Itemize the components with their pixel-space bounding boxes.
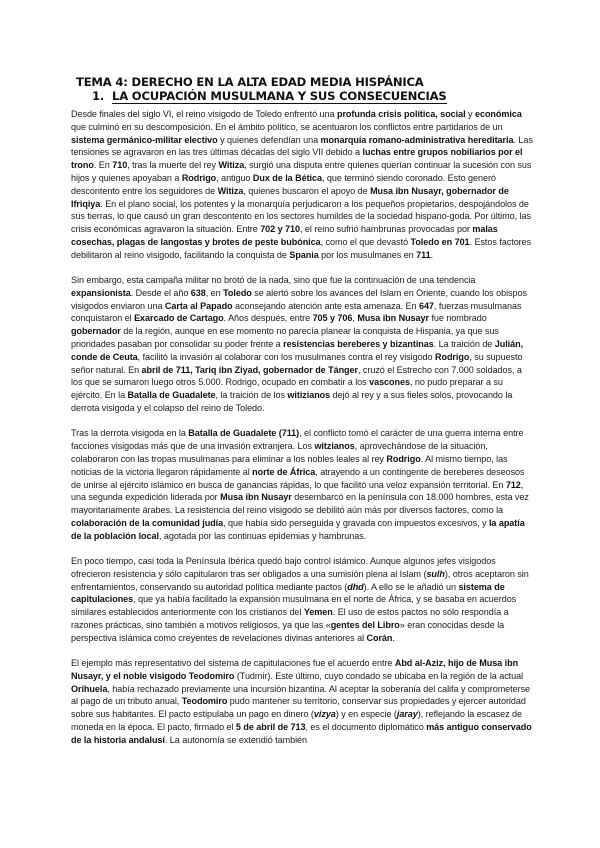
text-run: , surgió una disputa entre quienes querían continuar la sucesión con sus hijos y quienes apoyaban a — [71, 160, 532, 183]
section-heading — [92, 89, 447, 103]
text-run: , había rechazado previamente una incursión bizantina. Al aceptar la soberanía del califa y comprometerse al pago de un tributo anual, — [71, 683, 531, 707]
text-run: . La traición de — [433, 339, 495, 350]
text-run: y — [465, 109, 475, 119]
bold-term: Exarcado de Cartago — [134, 313, 224, 324]
text-run: ), otros aceptaron sin enfrentamientos, conservando su autoridad política mediante pactos ( — [71, 568, 529, 592]
bold-term: más antiguo conservado de la historia andalusí — [71, 722, 532, 745]
bold-term: expansionista — [71, 287, 131, 298]
text-run: , la traición de los — [215, 390, 288, 401]
text-run: de la región, aunque en ese momento no parecía planear la conquista de Hispania, ya que sus prioridades pasaban por consolidar su poder frente a — [71, 326, 499, 350]
bold-term: Rodrigo — [386, 453, 421, 464]
bold-term: 710 — [112, 160, 128, 171]
text-run: . Años después, entre — [223, 313, 313, 324]
text-run: se alertó sobre los avances del Islam en Oriente, cuando los obispos visigodos enviaron una — [71, 287, 527, 311]
text-run: , facilitó la invasión al colaborar con los musulmanes contra el rey visigodo — [137, 351, 435, 362]
text-run: . El uso de estos pactos no sólo respondía a razones prácticas, sino también a motivos religiosos, ya que las « — [71, 607, 509, 630]
paragraph-5 — [71, 657, 533, 747]
bold-term: Teodomiro — [181, 696, 228, 707]
bold-term: resistencias bereberes y bizantinas — [283, 339, 434, 350]
text-run: , no pudo preparar a su ejército. En la — [71, 377, 503, 401]
bold-term: Musa ibn Nusayr — [220, 492, 292, 503]
text-run: , el conflicto tomó el carácter de una guerra interna entre facciones visigodas más que de una invasión extranjera. Los — [71, 428, 524, 452]
text-run: por los musulmanes en — [318, 249, 417, 260]
text-run: aconsejando atención ante esta amenaza. En — [232, 300, 419, 311]
text-run: . Al mismo tiempo, las noticias de la victoria llegaron rápidamente al — [71, 453, 508, 477]
bold-term: Musa ibn Nusayr, gobernador de Ifriqiya — [71, 185, 509, 209]
text-run: . — [392, 632, 395, 643]
bold-term: 712 — [505, 479, 521, 490]
bold-term: 711 — [416, 249, 431, 260]
bold-term: sistema de capitulaciones — [71, 581, 505, 605]
text-run: , quienes buscaron el apoyo de — [243, 185, 371, 196]
bold-term: económica — [474, 109, 522, 119]
bold-term: Spania — [289, 249, 319, 260]
bold-term: colaboración de la comunidad judía — [71, 517, 224, 528]
emphasis-term: jaray — [396, 709, 418, 720]
text-run: . En — [93, 160, 113, 171]
text-run: , su supuesto señor natural. En — [71, 351, 523, 375]
bold-term: gobernador — [71, 326, 121, 337]
text-run: . Las tensiones se agravaron en las tres últimas décadas del siglo VII debido a — [71, 134, 533, 158]
bold-term: Witiza — [217, 185, 244, 196]
text-run: , que había sido perseguida y gravada con impuestos excesivos, y — [223, 517, 489, 528]
emphasis-term: sulh — [426, 568, 445, 579]
text-run: ), reflejando la escasez de moneda en la época. El pacto, firmado el — [71, 709, 523, 733]
text-run: , que ya había facilitado la expansión musulmana en el norte de África, y se basaba en acuerdos similares establecidos anteriormente con los cristianos del — [71, 594, 517, 618]
bold-term: Rodrigo — [434, 351, 470, 362]
text-run: que culminó en su descomposición. En el ámbito político, se acentuaron los conflictos entre partidarios de un — [71, 121, 503, 132]
emphasis-term: vizya — [313, 709, 336, 720]
bold-term: norte de África — [252, 466, 316, 477]
bold-term: Rodrigo — [181, 172, 217, 183]
text-run: , es el documento diplomático — [305, 722, 427, 733]
text-run: dejó al rey y a sus fieles solos, provocando la derrota visigoda y el colapso del reino de Toledo. — [71, 390, 513, 414]
bold-term: Musa ibn Nusayr — [357, 313, 429, 324]
text-run: Desde finales del siglo VI, el reino visigodo de Toledo enfrentó una — [71, 109, 337, 119]
bold-term: la apatía de la población local — [71, 517, 525, 541]
paragraph-1 — [71, 108, 533, 262]
bold-term: abril de 711, Tariq ibn Ziyad, gobernador de Tánger — [141, 364, 358, 375]
text-run: desembarcó en la península con 18.000 hombres, esta vez mayoritariamente árabes. La resistencia del reino visigodo se debilitó aún más por diversos factores, como la — [71, 492, 529, 516]
text-run: , antiguo — [216, 172, 253, 183]
text-run: , atrayendo a un contingente de bereberes deseosos de unirse al ejército islámico en busca de ganancias rápidas, lo que facilitó una veloz expansión territorial. En — [71, 466, 525, 490]
bold-term: gentes del Libro — [330, 619, 400, 630]
text-run: , — [352, 313, 358, 324]
text-run: . Desde el año — [130, 287, 191, 298]
bold-term: witizianos — [287, 390, 331, 401]
text-run: , que terminó siendo coronado. Esto generó descontento entre los seguidores de — [71, 172, 496, 196]
text-run: y quienes defendían una — [217, 134, 321, 145]
bold-term: malas cosechas, plagas de langostas y brotes de peste bubónica — [71, 224, 498, 247]
bold-term: Dux de la Bética — [252, 172, 322, 183]
bold-term: profunda crisis política, social — [336, 109, 466, 119]
bold-term: Orihuela — [71, 683, 108, 694]
text-run: ) y en especie ( — [335, 709, 397, 720]
bold-term: 638 — [190, 287, 206, 298]
paragraph-4 — [71, 555, 533, 645]
bold-term: 705 y 706 — [312, 313, 353, 324]
text-run: . En el plano social, los potentes y la monarquía perjudicaron a los pequeños propietarios, despojándolos de sus tierras, lo que causó un gran descontento en los sectores humildes de la sociedad hispano-goda. Por último, las crisis económicas agravaron la situación. Entre — [71, 198, 531, 235]
text-run: . Estos factores debilitaron al reino visigodo, facilitando la conquista de — [71, 236, 532, 260]
text-run: Sin embargo, esta campaña militar no brotó de la nada, sino que fue la continuación de una tendencia — [71, 275, 476, 286]
text-run: , como el que devastó — [320, 236, 411, 247]
bold-term: luchas entre grupos nobiliarios por el trono — [71, 147, 523, 171]
bold-term: witzianos — [314, 441, 355, 452]
text-run: , tras la muerte del rey — [127, 160, 219, 171]
text-run: ). A ello se le añadió un — [363, 581, 459, 592]
bold-term: Witiza — [218, 160, 245, 171]
bold-term: 5 de abril de 713 — [235, 722, 306, 733]
section-number: 1. — [92, 89, 105, 103]
bold-term: Julián, conde de Ceuta — [71, 339, 524, 362]
bold-term: Toledo en 701 — [410, 236, 470, 247]
bold-term: 702 y 710 — [260, 224, 300, 235]
document-title: TEMA 4: DERECHO EN LA ALTA EDAD MEDIA HISPÁNICA — [76, 75, 424, 89]
text-run: . — [430, 249, 434, 260]
bold-term: sistema germánico-militar electivo — [71, 134, 218, 145]
text-run: Tras la derrota visigoda en la — [71, 428, 189, 439]
text-run: , una segunda expedición liderada por — [71, 479, 524, 503]
bold-term: Corán — [366, 632, 393, 643]
text-run: , en — [205, 287, 224, 298]
bold-term: Batalla de Guadalete (711) — [188, 428, 300, 439]
text-run: , el reino sufrió hambrunas provocadas por — [300, 224, 473, 235]
section-title: LA OCUPACIÓN MUSULMANA Y SUS CONSECUENCIAS — [112, 89, 447, 103]
text-run: (Tudmir). Este último, cuyo condado se ubicaba en la región de la actual — [234, 670, 524, 681]
paragraph-2 — [71, 274, 533, 415]
bold-term: monarquía romano-administrativa hereditaria — [320, 134, 514, 145]
bold-term: Abd al-Aziz, hijo de Musa ibn Nusayr, y el noble visigodo Teodomiro — [71, 658, 519, 681]
bold-term: Yemen — [303, 607, 333, 618]
emphasis-term: dhd — [347, 581, 364, 592]
text-run: » eran conocidas desde la perspectiva islámica como creyentes de revelaciones divinas anteriores al — [71, 619, 505, 643]
paragraph-3 — [71, 427, 533, 542]
text-run: , aprovechándose de la situación, colaboraron con las tropas musulmanas para eliminar a los nobles leales al rey — [71, 441, 488, 464]
text-run: pudo mantener su territorio, conservar sus propiedades y ejercer autoridad sobre sus habitantes. El pacto estipulaba un pago en dinero ( — [71, 696, 526, 720]
text-run: , cruzó el Estrecho con 7.000 soldados, a los que se sumaron luego otros 5.000. Rodrigo, ocupado en combatir a los — [71, 364, 522, 388]
text-run: fue nombrado — [428, 313, 487, 324]
text-run: . La autonomía se extendió también — [164, 734, 308, 745]
bold-term: vascones — [369, 377, 410, 388]
text-run: El ejemplo más representativo del sistema de capitulaciones fue el acuerdo entre — [71, 658, 395, 669]
bold-term: 647 — [418, 300, 434, 311]
text-run: , agotada por las continuas epidemias y hambrunas. — [158, 530, 367, 541]
document-body — [71, 108, 533, 759]
text-run: En poco tiempo, casi toda la Península Ibérica quedó bajo control islámico. Aunque algunos jefes visigodos ofrecieron resistencia y sólo capitularon tras ser obligados a una sumisión plena al Islam ( — [71, 556, 496, 579]
bold-term: Toledo — [223, 287, 252, 298]
bold-term: Carta al Papado — [164, 300, 233, 311]
bold-term: Batalla de Guadalete — [127, 390, 216, 401]
text-run: , fuerzas musulmanas conquistaron el — [71, 300, 522, 324]
